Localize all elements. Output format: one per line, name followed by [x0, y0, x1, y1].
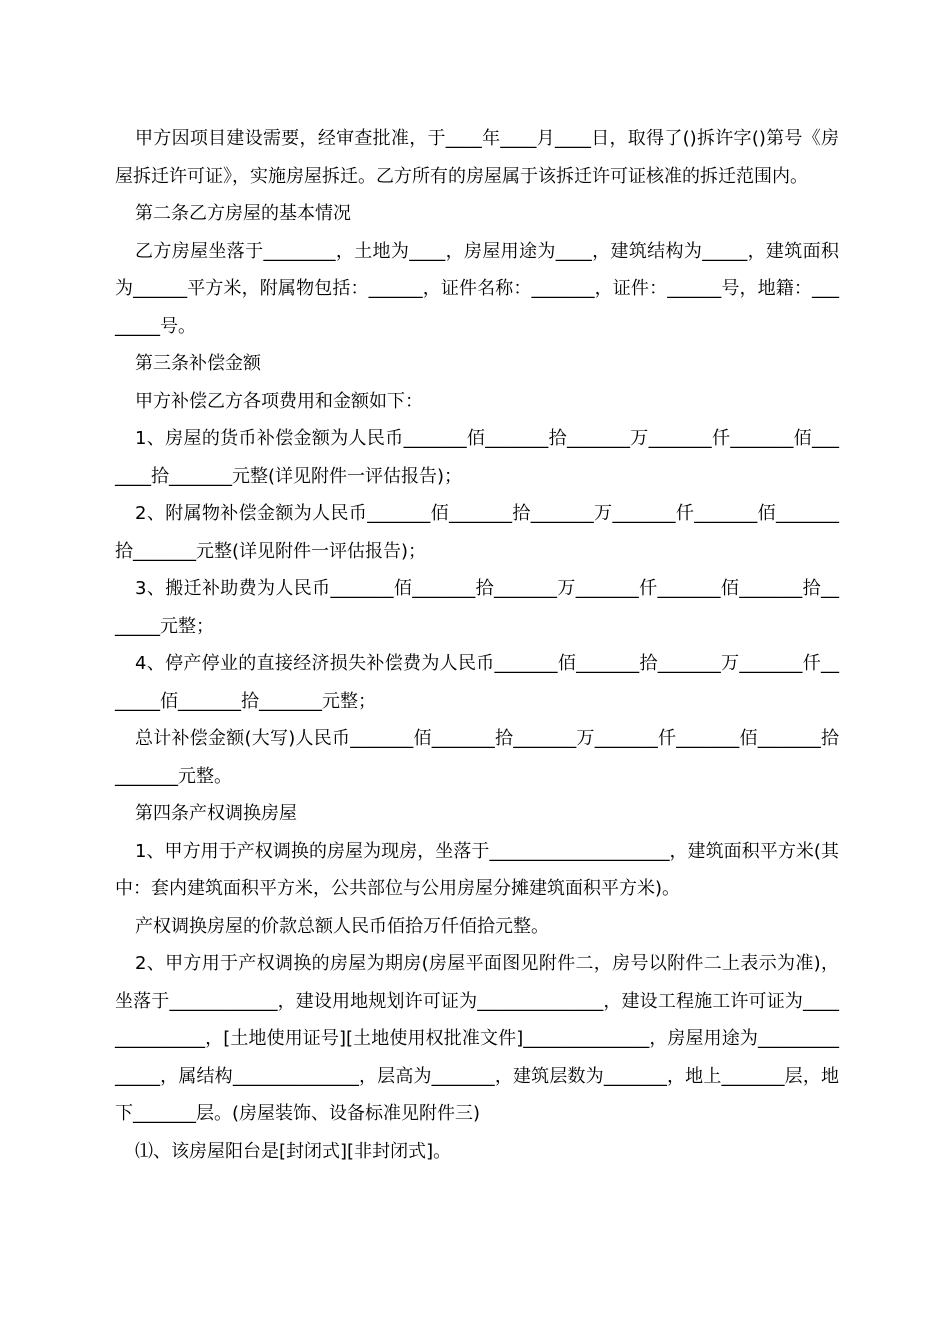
article-2-heading: 第二条乙方房屋的基本情况 [135, 203, 351, 224]
exchange-item-1: 1、甲方用于产权调换的房屋为现房，坐落于____________________，建筑面积平方米(其中：套内建筑面积平方米，公共部位与公用房屋分摊建筑面积平方米)。 [115, 840, 839, 899]
compensation-item-4: 4、停产停业的直接经济损失补偿费为人民币_______佰_______拾_______万_______仟_______佰_______拾_______元整； [115, 653, 839, 712]
exchange-item-2: 2、甲方用于产权调换的房屋为期房(房屋平面图见附件二，房号以附件二上表示为准)，坐落于____________，建设用地规划许可证为______________，建设工程施工许可证为______________，[土地使用证号][土地使用权批准文件]______________，房屋用途为______________，属结构______________，层高为_______，建筑层数为_______，地上_______层，地下_______层。(房屋装饰、设备标准见附件三) [115, 953, 839, 1124]
exchange-price: 产权调换房屋的价款总额人民币佰拾万仟佰拾元整。 [135, 915, 549, 937]
compensation-item-2: 2、附属物补偿金额为人民币_______佰_______拾_______万_______仟_______佰_______拾_______元整(详见附件一评估报告)； [115, 503, 839, 562]
compensation-item-3: 3、搬迁补助费为人民币_______佰_______拾_______万_______仟_______佰_______拾_______元整； [115, 578, 839, 637]
article-2-body: 乙方房屋坐落于________，土地为____，房屋用途为____，建筑结构为_____，建筑面积为______平方米，附属物包括：______，证件名称：_______，证件：______号，地籍：________号。 [115, 240, 839, 337]
article-4-heading: 第四条产权调换房屋 [135, 803, 297, 824]
balcony-clause: ⑴、该房屋阳台是[封闭式][非封闭式]。 [135, 1140, 452, 1162]
compensation-total: 总计补偿金额(大写)人民币_______佰_______拾_______万_______仟_______佰_______拾_______元整。 [115, 728, 839, 787]
article-3-intro: 甲方补偿乙方各项费用和金额如下： [135, 390, 423, 412]
article-3-heading: 第三条补偿金额 [135, 353, 261, 374]
intro-paragraph: 甲方因项目建设需要，经审查批准，于____年____月____日，取得了()拆许字()第号《房屋拆迁许可证》，实施房屋拆迁。乙方所有的房屋属于该拆迁许可证核准的拆迁范围内。 [115, 128, 839, 187]
compensation-item-1: 1、房屋的货币补偿金额为人民币_______佰_______拾_______万_______仟_______佰_______拾_______元整(详见附件一评估报告)； [115, 428, 839, 487]
document-page [115, 120, 839, 1170]
